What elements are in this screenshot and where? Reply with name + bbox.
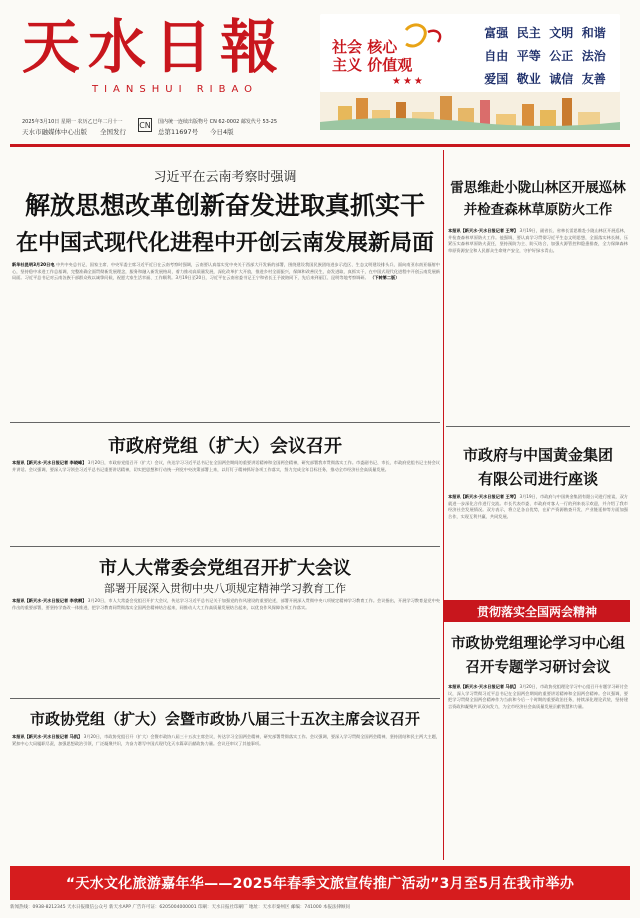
newspaper-logo[interactable]: 天水日報 — [22, 13, 287, 81]
forest-article-body — [448, 228, 628, 424]
npc-article-body — [12, 598, 440, 694]
lead-headline-1[interactable]: 解放思想改革创新奋发进取真抓实干 — [24, 191, 425, 220]
cppcc-body-text: 3月20日，市政协党组召开（扩大）会暨市政协八届三十五次主席会议，传达学习全国两会精神，研究部署贯彻落实工作。会议强调，要深入学习贯彻全国两会精神，坚持团结和民主两大主题，紧扣中心大局履职尽责，加强思想政治引领，广泛凝聚共识，为奋力谱写中国式现代化天水篇章贡献政协力量。会议还审议了其他事项。 — [12, 734, 440, 746]
core-value: 平等 — [516, 49, 541, 63]
page-footer: 新闻热线：0938-8212345 天水日报微信公众号 新天水APP 广告许可证：6205004000001 印刷：天水日报社印刷厂 地址：天水市秦州区 邮编：741000 本报法律顾问 — [10, 905, 351, 910]
party-article-body — [12, 460, 440, 542]
gold-article-body — [448, 494, 628, 596]
forest-headline-1[interactable]: 雷思维赴小陇山林区开展巡林 — [450, 180, 626, 196]
core-value: 民主 — [516, 26, 541, 40]
issue-date: 2025年3月10日 星期一 农历乙巳年二月十一 — [22, 119, 123, 125]
core-value: 富强 — [484, 26, 509, 40]
party-body-text: 3月20日，市政府党组召开（扩大）会议，传达学习习近平总书记在全国两会期间的重要讲话精神和全国两会精神，研究部署我市贯彻落实工作。市委副书记、市长、市政府党组书记主持会议并讲话。会议强调，要深入学习领会习近平总书记重要讲话精神，切实把思想和行动统一到党中央决策部署上来，以钉钉子精神抓好各项工作落实，努力完成全年目标任务，推动全市经济社会高质量发展。 — [12, 460, 440, 472]
slogan-stars-icon: ★★★ — [392, 76, 425, 87]
lead-kicker: 习近平在云南考察时强调 — [153, 170, 297, 185]
event-banner[interactable]: “天水文化旅游嘉年华——2025年春季文旅宣传推广活动”3月至5月在我市举办 — [10, 866, 630, 900]
section-divider — [10, 546, 440, 547]
city-skyline-illustration — [320, 92, 620, 130]
lead-continued: （下转第二版） — [370, 275, 400, 281]
npc-subheadline: 部署开展深入贯彻中央八项规定精神学习教育工作 — [104, 582, 346, 595]
theory-body-text: 3月20日，市政协党组理论学习中心组召开专题学习研讨会议，深入学习贯彻习近平总书记在全国两会期间的重要讲话精神和全国两会精神。会议强调，要把学习贯彻全国两会精神作为当前和今后一个时期的重要政治任务，持续深化理论武装，坚持建言资政和凝聚共识双向发力，为全市经济社会高质量发展贡献智慧和力量。 — [448, 684, 628, 709]
theory-byline: 本报讯【新天水·天水日报记者 马凯】 — [448, 684, 519, 689]
slogan-line-2: 主义 价值观 — [332, 56, 413, 74]
gold-body-text: 3月19日，市政府与中国黄金集团有限公司进行座谈，双方就进一步深化合作进行交流。市长代表市委、市政府对客人一行的到来表示欢迎，并介绍了我市经济社会发展情况。双方表示，将立足各自优势，在矿产资源勘查开发、产业链延伸等方面加强合作，实现互利共赢、共同发展。 — [448, 494, 628, 519]
page-count: 今日4版 — [210, 128, 234, 136]
npc-byline: 本报讯【新天水·天水日报记者 李欣桐】 — [12, 598, 87, 603]
lead-body-text: 中共中央总书记、国家主席、中央军委主席习近平近日在云南考察时强调，云南要认真落实党中央关于西部大开发新的部署，围绕建设我国民族团结进步示范区、生态文明建设排头兵、面向南亚东南亚辐射中心，坚持稳中求进工作总基调，完整准确全面贯彻新发展理念，服务和融入新发展格局，着力推动高质量发展，深化改革扩大开放，推进乡村全面振兴，保障和改善民生，奋发进取、真抓实干，在中国式现代化进程中开创云南发展新局面。习近平总书记对云南各族干部群众致以诚挚问候，祝愿大家生活幸福、工作顺利。3月19日至20日，习近平在云南省委书记王宁和省长王予波陪同下，先后来到丽江、昆明等地考察调研。 — [12, 262, 440, 281]
party-byline: 本报讯【新天水·天水日报记者 李晓峰】 — [12, 460, 87, 465]
lead-headline-2[interactable]: 在中国式现代化进程中开创云南发展新局面 — [15, 230, 434, 256]
party-headline[interactable]: 市政府党组（扩大）会议召开 — [108, 436, 342, 457]
gold-headline-1[interactable]: 市政府与中国黄金集团 — [462, 446, 613, 464]
issue-number: 总第11697号 — [158, 128, 199, 136]
cppcc-article-body — [12, 734, 440, 858]
core-value: 诚信 — [549, 72, 574, 86]
slogan-line-1: 社会 核心 — [332, 38, 398, 56]
core-value: 爱国 — [484, 72, 509, 86]
issue-info — [0, 116, 320, 142]
section-divider — [10, 422, 440, 423]
core-value: 友善 — [581, 72, 606, 86]
core-value: 文明 — [549, 26, 574, 40]
core-values-panel — [320, 14, 620, 92]
forest-byline: 本报讯【新天水·天水日报记者 王琴】 — [448, 228, 519, 233]
theory-headline-2[interactable]: 召开专题学习研讨会议 — [465, 659, 611, 676]
core-value: 法治 — [581, 49, 606, 63]
npc-headline[interactable]: 市人大常委会党组召开扩大会议 — [99, 558, 351, 579]
theory-article-body — [448, 684, 628, 858]
section-tag[interactable]: 贯彻落实全国两会精神 — [444, 600, 630, 622]
theory-headline-1[interactable]: 市政协党组理论学习中心组 — [451, 635, 625, 652]
core-value: 和谐 — [581, 26, 606, 40]
serial-number: 国内统一连续出版物号 CN 62-0002 邮发代号 53-25 — [158, 119, 278, 125]
section-divider — [10, 698, 440, 699]
npc-body-text: 3月20日，市人大常委会党组召开扩大会议，传达学习习近平总书记关于加强党的作风建设的重要论述，部署开展深入贯彻中央八项规定精神学习教育工作。会议指出，开展学习教育是党中央作出的重要部署，要坚持学查改一体推进，把学习教育同贯彻落实全国两会精神结合起来，同推动人大工作高质量发展结合起来，以优良作风保障各项工作落实。 — [12, 598, 440, 610]
gold-headline-2[interactable]: 有限公司进行座谈 — [477, 470, 598, 488]
cppcc-headline[interactable]: 市政协党组（扩大）会暨市政协八届三十五次主席会议召开 — [29, 710, 420, 728]
column-divider — [443, 150, 444, 860]
core-value: 敬业 — [516, 72, 541, 86]
masthead — [0, 0, 640, 150]
core-value: 公正 — [549, 49, 574, 63]
section-divider — [446, 426, 630, 427]
publisher: 天水市融媒体中心出版 — [22, 128, 87, 136]
core-value: 自由 — [484, 49, 509, 63]
lead-byline: 新华社昆明3月20日电 — [12, 262, 55, 267]
distribution: 全国发行 — [100, 128, 126, 136]
forest-body-text: 3月19日，副省长、省林长雷思维赴小陇山林区开展巡林，并检查森林草原防火工作。他强调，要认真学习贯彻习近平生态文明思想，全面落实林长制，压紧压实森林草原防火责任，坚持预防为主、防灭结合，加强火源管控和隐患排查，全力保障森林草原资源安全和人民群众生命财产安全，守护好绿水青山。 — [448, 228, 628, 253]
gold-byline: 本报讯【新天水·天水日报记者 王琴】 — [448, 494, 519, 499]
forest-headline-2[interactable]: 并检查森林草原防火工作 — [463, 202, 613, 218]
lead-article-body — [12, 262, 440, 418]
qr-code-icon: CN — [138, 118, 152, 132]
cppcc-byline: 本报讯【新天水·天水日报记者 马凯】 — [12, 734, 83, 739]
core-values-grid — [480, 24, 610, 87]
masthead-divider — [10, 144, 630, 147]
logo-pinyin: TIANSHUI RIBAO — [92, 84, 258, 95]
